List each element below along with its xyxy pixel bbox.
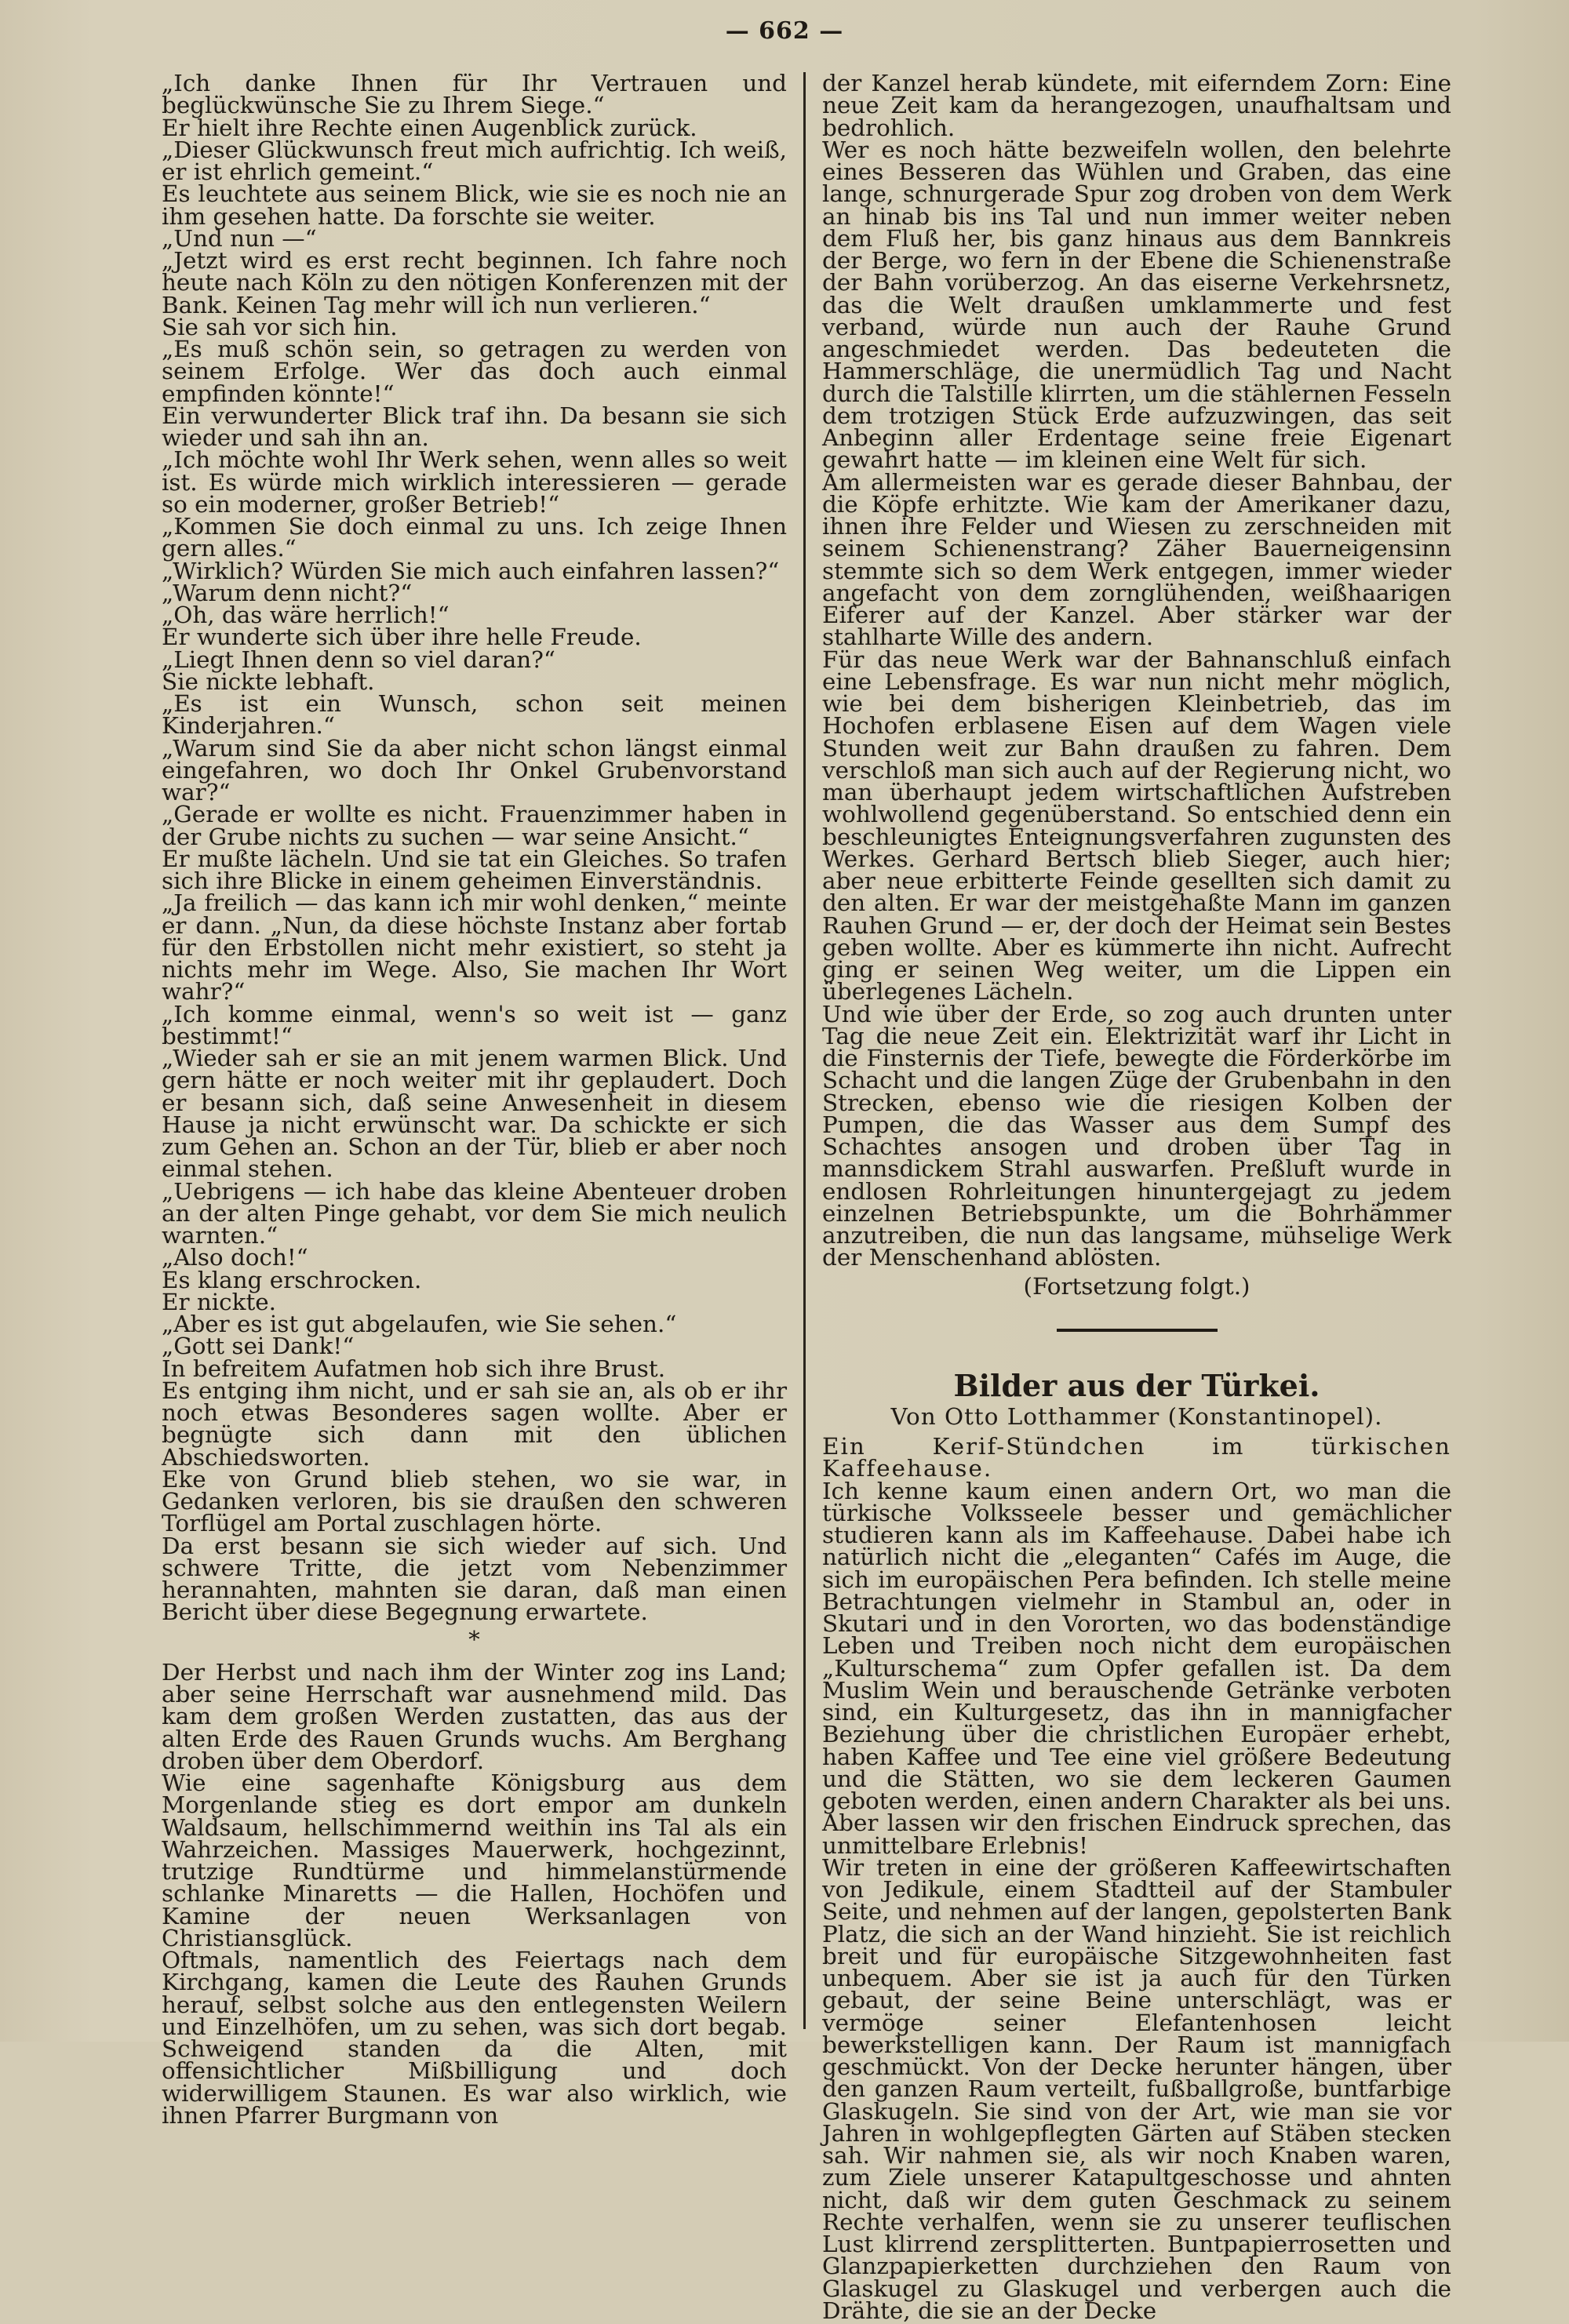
story-text-right bbox=[822, 72, 1451, 1269]
paragraph: Wie eine sagenhafte Königsburg aus dem Morgenlande stieg es dort empor am dunkeln Waldsaum, hellschimmernd weithin ins Tal als ein Wahrzeichen. Massiges Mauerwerk, hochgezinnt, trutzige Rundtürme und himmelanstürmende schlanke Minaretts — die Hallen, Hochöfen und Kamine der neuen Werksanlagen von Christiansglück. bbox=[162, 1769, 787, 1951]
paragraph: „Es ist ein Wunsch, schon seit meinen Kinderjahren.“ bbox=[162, 690, 787, 740]
article-subtitle: Ein Kerif-Stündchen im türkischen Kaffeehause. bbox=[822, 1433, 1451, 1482]
paragraph: Er wunderte sich über ihre helle Freude. bbox=[162, 624, 642, 651]
right-column bbox=[822, 72, 1451, 2322]
paragraph: „Ich komme einmal, wenn's so weit ist — ganz bestimmt!“ bbox=[162, 1000, 787, 1049]
continued-note: (Fortsetzung folgt.) bbox=[1023, 1272, 1250, 1300]
paragraph: „Gerade er wollte es nicht. Frauenzimmer haben in der Grube nichts zu suchen — war seine Ansicht.“ bbox=[162, 801, 787, 850]
story-text-continued bbox=[162, 1658, 787, 2129]
paragraph: In befreitem Aufatmen hob sich ihre Brust. bbox=[162, 1355, 666, 1382]
paragraph: „Wieder sah er sie an mit jenem warmen Blick. Und gern hätte er noch weiter mit ihr geplaudert. Doch er besann sich, daß seine Anwesenheit in diesem Hause ja nicht erwünscht war. Da schickte er sich zum Gehen an. Schon an der Tür, blieb er aber noch einmal stehen. bbox=[162, 1045, 787, 1183]
section-star: * bbox=[468, 1625, 480, 1653]
paragraph: Ich kenne kaum einen andern Ort, wo man die türkische Volksseele besser und gemächlicher studieren kann als im Kaffeehause. Dabei habe ich natürlich nicht die „eleganten“ Cafés im Auge, die sich im europäischen Pera befinden. Ich stelle meine Betrachtungen vielmehr in Stambul an, oder in Skutari und in den Vororten, wo das bodenständige Leben und Treiben noch nicht dem europäischen „Kulturschema“ zum Opfer gefallen ist. Da dem Muslim Wein und berauschende Getränke verboten sind, ein Kulturgesetz, das ihn in mannigfacher Beziehung über die christlichen Europäer erhebt, haben Kaffee und Tee eine viel größere Bedeutung und die Stätten, wo sie dem leckeren Gaumen geboten werden, einen andern Charakter als bei uns. Aber lassen wir den frischen Eindruck sprechen, das unmittelbare Erlebnis! bbox=[822, 1477, 1451, 1859]
paragraph: Ein verwunderter Blick traf ihn. Da besann sie sich wieder und sah ihn an. bbox=[162, 402, 787, 451]
paragraph: der Kanzel herab kündete, mit eiferndem Zorn: Eine neue Zeit kam da herangezogen, unaufhaltsam und bedrohlich. bbox=[822, 70, 1451, 141]
article-separator bbox=[1057, 1329, 1218, 1332]
paragraph: Es klang erschrocken. bbox=[162, 1266, 422, 1293]
paragraph: Am allermeisten war es gerade dieser Bahnbau, der die Köpfe erhitzte. Wie kam der Amerikaner dazu, ihnen ihre Felder und Wiesen zu zerschneiden mit seinem Schienenstrang? Zäher Bauerneigensinn stemmte sich so dem Werk entgegen, immer wieder angefacht von dem zornglühenden, weißhaarigen Eiferer auf der Kanzel. Aber stärker war der stahlharte Wille des andern. bbox=[822, 468, 1451, 651]
paragraph: Und wie über der Erde, so zog auch drunten unter Tag die neue Zeit ein. Elektrizität warf ihr Licht in die Finsternis der Tiefe, bewegte die Förderkörbe im Schacht und die langen Züge der Grubenbahn in den Strecken, ebenso wie die riesigen Kolben der Pumpen, die das Wasser aus dem Sumpf des Schachtes ansogen und droben über Tag in mannsdickem Strahl auswarfen. Preßluft wurde in endlosen Rohrleitungen hinuntergejagt zu jedem einzelnen Betriebspunkte, um die Bohrhämmer anzutreiben, die nun das langsame, mühselige Werk der Menschenhand ablösten. bbox=[822, 1000, 1451, 1271]
paragraph: „Ja freilich — das kann ich mir wohl denken,“ meinte er dann. „Nun, da diese höchste Instanz aber fortab für den Erbstollen nicht mehr existiert, so steht ja nichts mehr im Wege. Also, Sie machen Ihr Wort wahr?“ bbox=[162, 889, 787, 1006]
paragraph: Es leuchtete aus seinem Blick, wie sie es noch nie an ihm gesehen hatte. Da forschte sie weiter. bbox=[162, 180, 787, 230]
paragraph: „Ich danke Ihnen für Ihr Vertrauen und beglückwünsche Sie zu Ihrem Siege.“ bbox=[162, 70, 787, 119]
paragraph: Da erst besann sie sich wieder auf sich. Und schwere Tritte, die jetzt vom Nebenzimmer herannahten, mahnten sie daran, daß man einen Bericht über diese Begegnung erwartete. bbox=[162, 1532, 787, 1626]
column-divider bbox=[803, 72, 806, 2029]
paragraph: „Liegt Ihnen denn so viel daran?“ bbox=[162, 646, 555, 673]
paragraph: Wer es noch hätte bezweifeln wollen, den belehrte eines Besseren das Wühlen und Graben, das eine lange, schnurgerade Spur zog droben von dem Werk an hinab bis ins Tal und nun immer weiter neben dem Fluß her, bis ganz hinaus aus dem Bannkreis der Berge, wo fern in der Ebene die Schienenstraße der Bahn vorüberzog. An das eiserne Verkehrsnetz, das die Welt draußen umklammerte und fest verband, würde nun auch der Rauhe Grund angeschmiedet werden. Das bedeuteten die Hammerschläge, die unermüdlich Tag und Nacht durch die Talstille klirrten, um die stählernen Fesseln dem trotzigen Stück Erde aufzuzwingen, das seit Anbeginn aller Erdentage seine freie Eigenart gewahrt hatte — im kleinen eine Welt für sich. bbox=[822, 136, 1451, 474]
paragraph: „Wirklich? Würden Sie mich auch einfahren lassen?“ bbox=[162, 557, 780, 584]
paragraph: „Und nun —“ bbox=[162, 224, 317, 252]
paragraph: Er hielt ihre Rechte einen Augenblick zurück. bbox=[162, 114, 697, 141]
story-text bbox=[162, 72, 787, 1624]
paragraph: Der Herbst und nach ihm der Winter zog ins Land; aber seine Herrschaft war ausnehmend mild. Das kam dem großen Werden zustatten, das aus der alten Erde des Rauen Grunds wuchs. Am Berghang droben über dem Oberdorf. bbox=[162, 1658, 787, 1774]
paragraph: „Warum sind Sie da aber nicht schon längst einmal eingefahren, wo doch Ihr Onkel Grubenvorstand war?“ bbox=[162, 734, 787, 806]
paragraph: „Ich möchte wohl Ihr Werk sehen, wenn alles so weit ist. Es würde mich wirklich interessieren — gerade so ein moderner, großer Betrieb!“ bbox=[162, 446, 787, 518]
paragraph: Oftmals, namentlich des Feiertags nach dem Kirchgang, kamen die Leute des Rauhen Grunds herauf, selbst solche aus den entlegensten Weilern und Einzelhöfen, um zu sehen, was sich dort begab. Schweigend standen da die Alten, mit offensichtlicher Mißbilligung und doch widerwilligem Staunen. Es war also wirklich, wie ihnen Pfarrer Burgmann von bbox=[162, 1947, 787, 2129]
page-number: — 662 — bbox=[725, 17, 844, 45]
paragraph: „Uebrigens — ich habe das kleine Abenteuer droben an der alten Pinge gehabt, vor dem Sie mich neulich warnten.“ bbox=[162, 1177, 787, 1249]
paragraph: „Oh, das wäre herrlich!“ bbox=[162, 602, 450, 628]
paragraph: Sie nickte lebhaft. bbox=[162, 667, 375, 695]
paragraph: Eke von Grund blieb stehen, wo sie war, in Gedanken verloren, bis sie draußen den schweren Torflügel am Portal zuschlagen hörte. bbox=[162, 1465, 787, 1537]
paragraph: Er mußte lächeln. Und sie tat ein Gleiches. So trafen sich ihre Blicke in einem geheimen Einverständnis. bbox=[162, 845, 787, 894]
paragraph: „Es muß schön sein, so getragen zu werden von seinem Erfolge. Wer das doch auch einmal empfinden könnte!“ bbox=[162, 336, 787, 407]
article-text bbox=[822, 1477, 1451, 2324]
article-author: Von Otto Lotthammer (Konstantinopel). bbox=[890, 1402, 1383, 1430]
paragraph: „Also doch!“ bbox=[162, 1244, 308, 1271]
paragraph: „Gott sei Dank!“ bbox=[162, 1333, 355, 1360]
paragraph: Es entging ihm nicht, und er sah sie an, als ob er ihr noch etwas Besonderes sagen wollte. Aber er begnügte sich dann mit den üblichen Abschiedsworten. bbox=[162, 1377, 787, 1471]
paragraph: „Dieser Glückwunsch freut mich aufrichtig. Ich weiß, er ist ehrlich gemeint.“ bbox=[162, 136, 787, 185]
paragraph: Wir treten in eine der größeren Kaffeewirtschaften von Jedikule, einem Stadtteil auf der Stambuler Seite, und nehmen auf der langen, gepolsterten Bank Platz, die sich an der Wand hinzieht. Sie ist reichlich breit und für europäische Sitzgewohnheiten fast unbequem. Aber sie ist ja auch für den Türken gebaut, der seine Beine unterschlägt, was er vermöge seiner Elefantenhosen leicht bewerkstelligen kann. Der Raum ist mannigfach geschmückt. Von der Decke herunter hängen, über den ganzen Raum verteilt, fußballgroße, buntfarbige Glaskugeln. Sie sind von der Art, wie man sie vor Jahren in wohlgepflegten Gärten auf Stäben stecken sah. Wir nahmen sie, als wir noch Knaben waren, zum Ziele unserer Katapultgeschosse und ahnten nicht, daß wir dem guten Geschmack zu seinem Rechte verhalfen, wenn sie zu unserer teuflischen Lust klirrend zersplitterten. Buntpapierrosetten und Glanzpapierketten durchziehen den Raum von Glaskugel zu Glaskugel und verbergen auch die Drähte, die sie an der Decke bbox=[822, 1853, 1451, 2324]
paragraph: Für das neue Werk war der Bahnanschluß einfach eine Lebensfrage. Es war nun nicht mehr möglich, wie bei dem bisherigen Kleinbetrieb, das im Hochofen erblasene Eisen auf dem Wagen viele Stunden weit zur Bahn draußen zu fahren. Dem verschloß man sich auch auf der Regierung nicht, wo man überhaupt jedem wirtschaftlichen Aufstreben wohlwollend gegenüberstand. So entschied denn ein beschleunigtes Enteignungsverfahren zugunsten des Werkes. Gerhard Bertsch blieb Sieger, auch hier; aber neue erbitterte Feinde gesellten sich damit zu den alten. Er war der meistgehaßte Mann im ganzen Rauhen Grund — er, der doch der Heimat sein Bestes geben wollte. Aber es kümmerte ihn nicht. Aufrecht ging er seinen Weg weiter, um die Lippen ein überlegenes Lächeln. bbox=[822, 646, 1451, 1006]
paragraph: Sie sah vor sich hin. bbox=[162, 313, 398, 340]
paragraph: „Aber es ist gut abgelaufen, wie Sie sehen.“ bbox=[162, 1311, 677, 1337]
paragraph: „Jetzt wird es erst recht beginnen. Ich fahre noch heute nach Köln zu den nötigen Konferenzen mit der Bank. Keinen Tag mehr will ich nun verlieren.“ bbox=[162, 247, 787, 318]
paragraph: „Warum denn nicht?“ bbox=[162, 579, 413, 606]
left-column bbox=[162, 70, 787, 2129]
paragraph: Er nickte. bbox=[162, 1288, 276, 1315]
article-title: Bilder aus der Türkei. bbox=[953, 1367, 1320, 1403]
paragraph: „Kommen Sie doch einmal zu uns. Ich zeige Ihnen gern alles.“ bbox=[162, 513, 787, 562]
